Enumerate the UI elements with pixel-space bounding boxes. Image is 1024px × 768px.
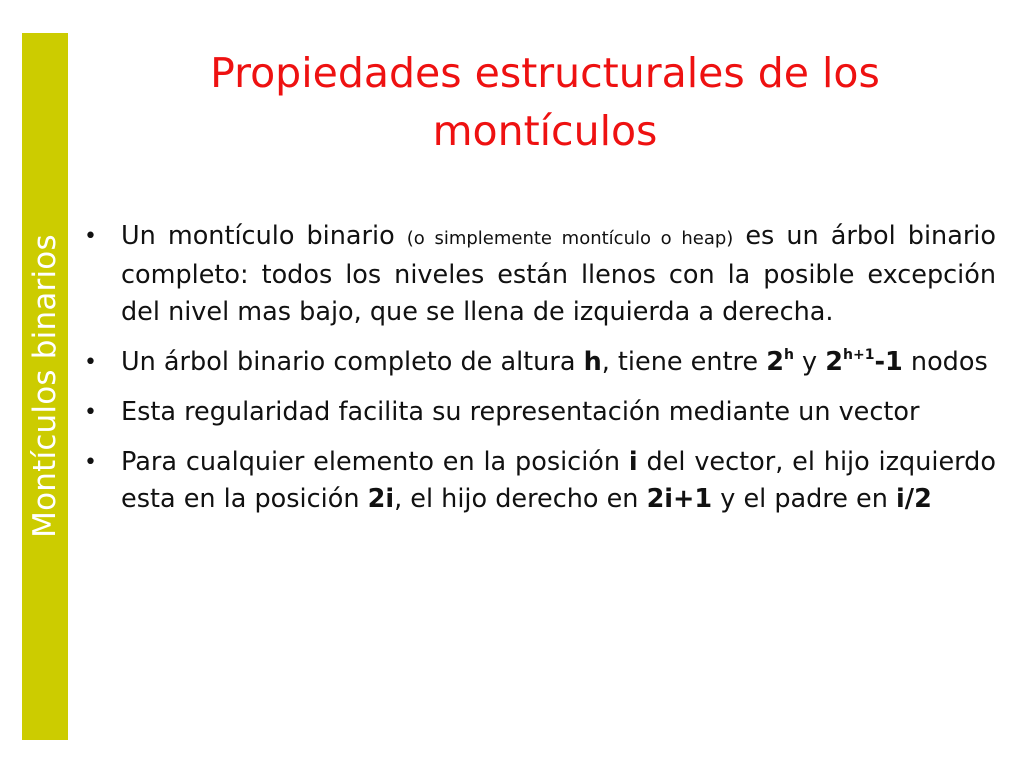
bullet-text: , tiene entre [601,347,767,377]
bold-term: 2i+1 [646,484,713,514]
bullet-dot: • [84,400,97,425]
bullet-text: Un montículo binario [121,221,407,251]
bullet-item [84,218,996,331]
bullet-item [84,344,996,381]
bullet-parenthetical: (o simplemente montículo o heap) [406,228,734,249]
bold-term: 2i [367,484,395,514]
slide-title [80,44,1010,160]
bullet-text: Un árbol binario completo de altura [121,347,584,377]
bullet-dot: • [84,224,97,249]
bullet-dot: • [84,450,97,475]
bullet-text: nodos [902,347,988,377]
superscript: h+1 [843,347,875,363]
bullet-text: y el padre en [712,484,897,514]
bold-term: i [628,447,638,477]
bullet-text: Para cualquier elemento en la posición [121,447,629,477]
slide-title-line-1: Propiedades estructurales de los [210,49,880,97]
sidebar-label: Montículos binarios [27,234,63,538]
bullet-list [84,218,996,531]
bullet-item [84,394,996,431]
bold-term: h [583,347,602,377]
bullet-text: , el hijo derecho en [394,484,647,514]
bullet-item [84,444,996,518]
bold-term: i/2 [896,484,932,514]
slide-title-line-2: montículos [432,107,658,155]
bold-term: -1 [874,347,903,377]
superscript: h [783,347,794,363]
bullet-dot: • [84,350,97,375]
bullet-text: del vector, el hijo izquierdo esta en la posición [121,447,996,514]
bold-term: 2 [766,347,784,377]
bullet-text: y [793,347,826,377]
bullet-text: Esta regularidad facilita su representación mediante un vector [121,397,920,427]
bold-term: 2 [825,347,844,377]
bullet-text: es un árbol binario completo: todos los niveles están llenos con la posible excepción del nivel mas bajo, que se llena de izquierda a derecha. [121,221,996,327]
